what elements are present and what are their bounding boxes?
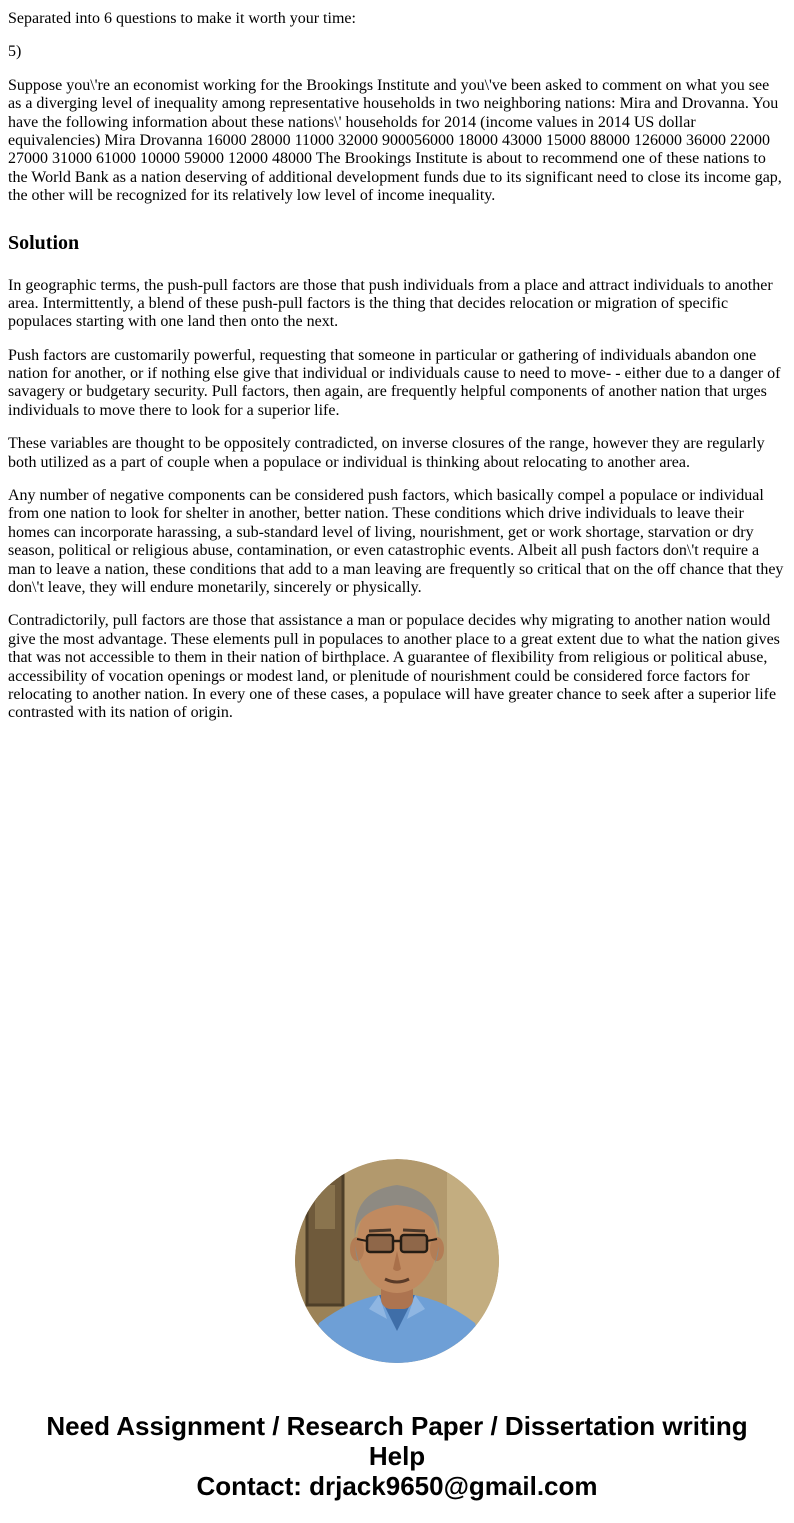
tutor-avatar: [295, 1159, 499, 1363]
solution-paragraph-3: These variables are thought to be oppositely contradicted, on inverse closures of the range, however they are regularly both utilized as a part of couple when a populace or individual is thinking about relocating to another area.: [8, 435, 765, 471]
footer-help-line: Need Assignment / Research Paper / Dissertation writing Help: [46, 1410, 748, 1471]
question-number: 5): [8, 43, 22, 61]
footer-heading: [17, 1411, 777, 1501]
solution-paragraph-5: Contradictorily, pull factors are those that assistance a man or populace decides why migrating to another nation would give the most advantage. These elements pull in populaces to another place to a great extent due to what the nation gives that was not accessible to them in their nation of birthplace. A guarantee of flexibility from religious or political abuse, accessibility of vocation openings or modest land, or plenitude of nourishment could be considered force factors for relocating to another nation. In every one of these cases, a populace will have greater chance to seek after a superior life contrasted with its nation of origin.: [8, 612, 780, 722]
intro-line: Separated into 6 questions to make it worth your time:: [8, 10, 356, 27]
solution-paragraph-1: In geographic terms, the push-pull factors are those that push individuals from a place and attract individuals to another area. Intermittently, a blend of these push-pull factors is the thing that decides relocation or migration of specific populaces starting with one land then onto the next.: [8, 276, 773, 331]
footer-contact-line: Contact: drjack9650@gmail.com: [196, 1471, 598, 1502]
solution-paragraph-2: Push factors are customarily powerful, requesting that someone in particular or gathering of individuals abandon one nation for another, or if nothing else give that individual or individuals cause to need to move- - either due to a danger of savagery or budgetary security. Pull factors, then again, are frequently helpful components of another nation that urges individuals to move there to look for a superior life.: [8, 346, 781, 419]
solution-heading: Solution: [8, 231, 80, 254]
question-text: Suppose you\'re an economist working for the Brookings Institute and you\'ve been asked to comment on what you see as a diverging level of inequality among representative households in two neighboring nations: Mira and Drovanna. You have the following information about these nations\' households for 2014 (income values in 2014 US dollar equivalencies) Mira Drovanna 16000 28000 11000 32000 900056000 18000 43000 15000 88000 126000 36000 22000 27000 31000 61000 10000 59000 12000 48000 The Brookings Institute is about to recommend one of these nations to the World Bank as a nation deserving of additional development funds due to its significant need to close its income gap, the other will be recognized for its relatively low level of income inequality.: [8, 76, 782, 205]
tutor-photo-illustration: [295, 1159, 499, 1363]
solution-paragraph-4: Any number of negative components can be considered push factors, which basically compel a populace or individual from one nation to look for shelter in another, better nation. These conditions which drive individuals to leave their homes can incorporate harassing, a sub-standard level of living, nourishment, get or work shortage, starvation or dry season, political or religious abuse, contamination, or even catastrophic events. Albeit all push factors don\'t require a man to leave a nation, these conditions that add to a man leaving are frequently so critical that on the off chance that they don\'t leave, they will endure monetarily, sincerely or physically.: [8, 487, 784, 596]
